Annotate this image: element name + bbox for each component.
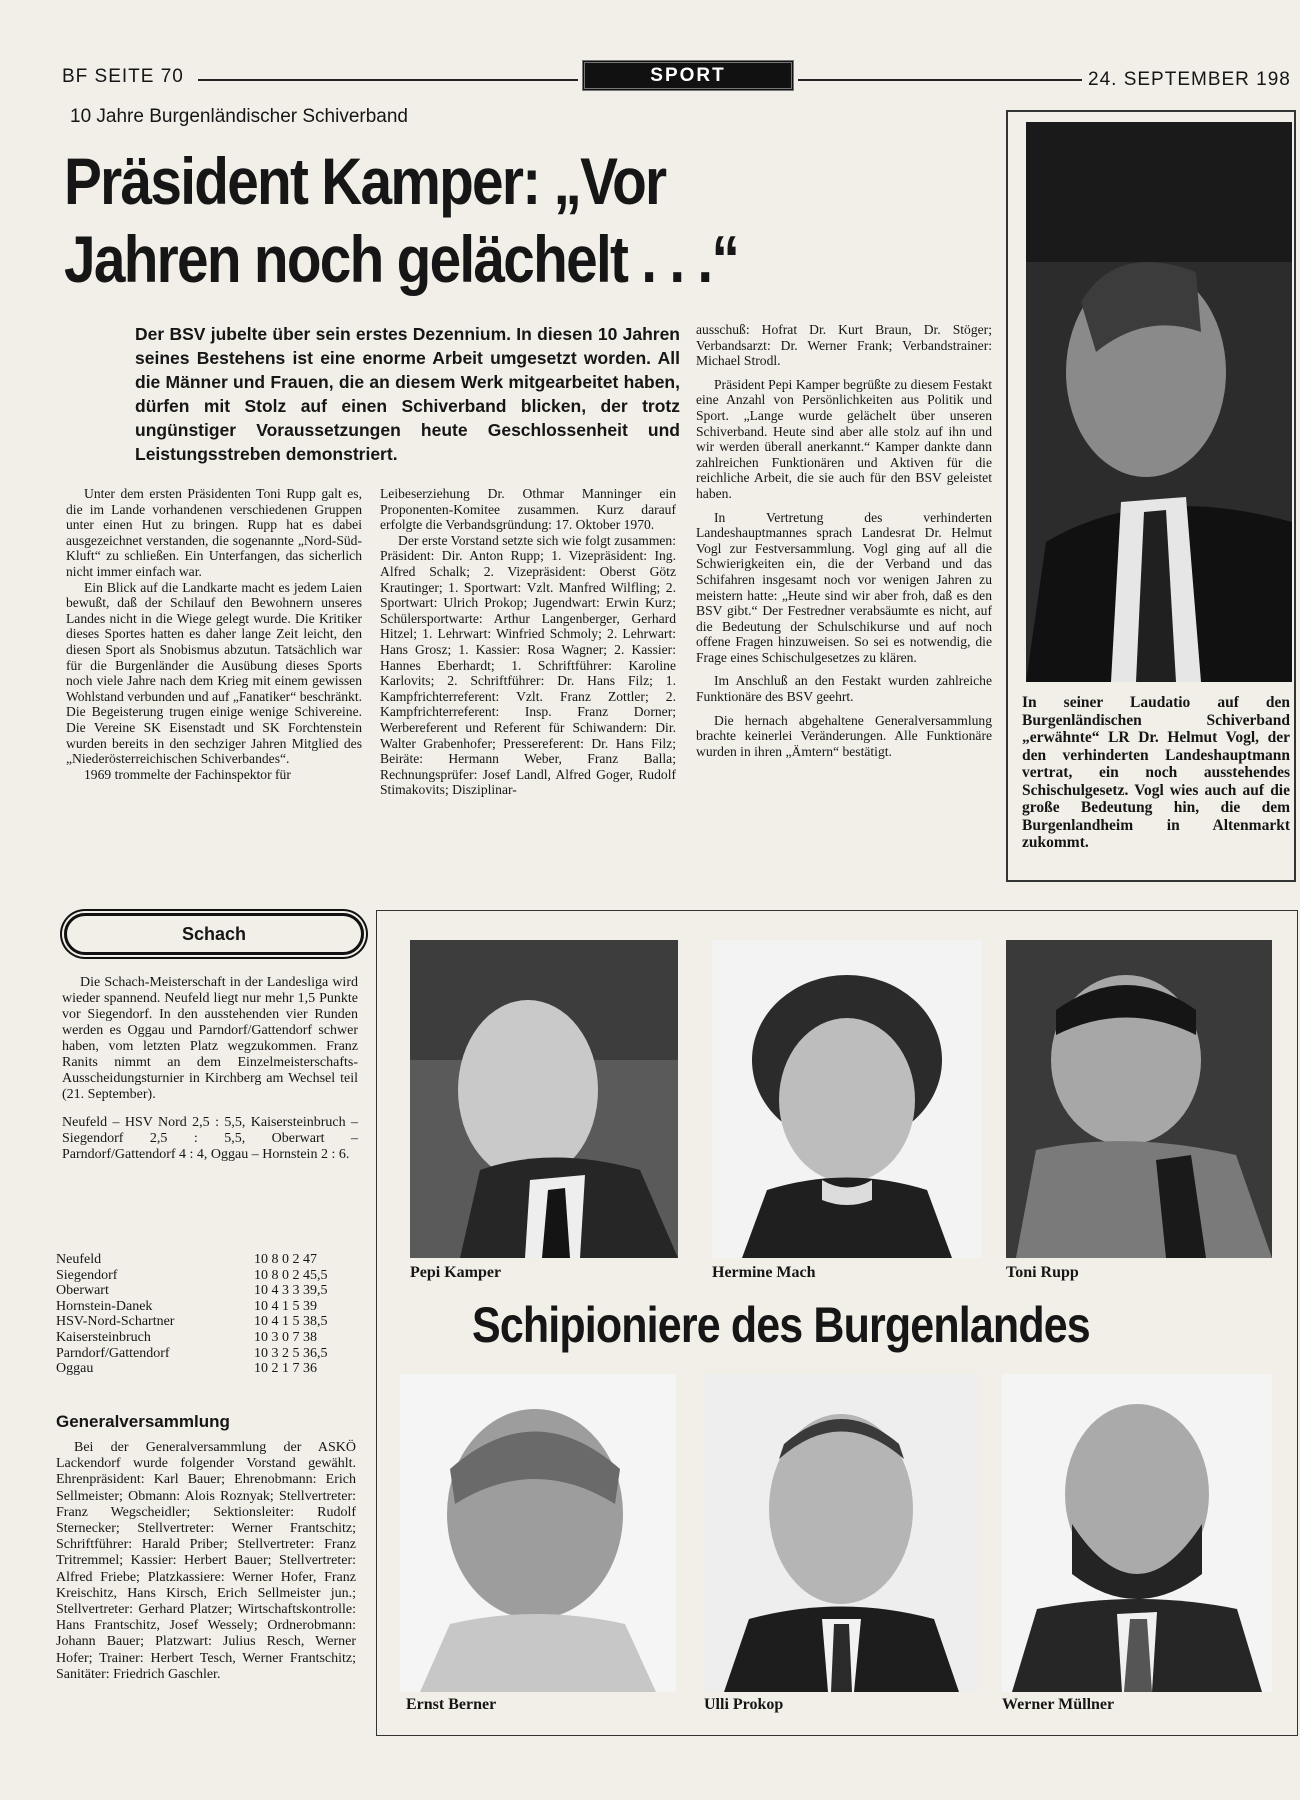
standings-row: [56, 1330, 366, 1346]
paragraph: 1969 trommelte der Fachinspektor für: [84, 766, 291, 782]
standings-stats: 10 4 1 5 39: [254, 1298, 317, 1314]
article-column-1: [66, 486, 362, 782]
article-column-2: [380, 486, 676, 798]
paragraph: Leibeserziehung Dr. Othmar Manninger ein Proponenten-Komitee zusammen. Kurz darauf erfolgte die Verbandsgründung: 17. Oktober 1970.: [380, 486, 676, 533]
standings-row: [56, 1299, 366, 1315]
paragraph: Die hernach abgehaltene Generalversammlung brachte keinerlei Veränderungen. Alle Funktionäre wurden in ihren „Ämtern“ bestätigt.: [696, 712, 992, 759]
paragraph: Der erste Vorstand setzte sich wie folgt zusammen: Präsident: Dir. Anton Rupp; 1. Vizepräsident: Ing. Alfred Schalk; 2. Vizepräsident: Oberst Götz Krautinger; 1. Sportwart: Vzlt. Manfred Wilfling; 2. Sportwart: Ulrich Prokop; Jugendwart: Erwin Kurz; Schülersportwarte: Arthur Langenberger, Gerhard Hitzel; 1. Lehrwart: Winfried Schmoly; 2. Lehrwart: Hans Grosz; 1. Kassier: Rosa Wagner; 2. Kassier: Hannes Eberhardt; 1. Schriftführer: Karoline Karlovits; 2. Schriftführer: Dr. Hans Filz; 1. Kampfrichterreferent: Vzlt. Franz Zottler; 2. Kampfrichterreferent: Insp. Franz Dorner; Werbereferent und Referent für Schiwandern: Dir. Walter Grabenhofer; Pressereferent: Dr. Hans Filz; Beiräte: Hermann Weber, Franz Balla; Rechnungsprüfer: Josef Landl, Alfred Goger, Rudolf Stimakovits; Disziplinar-: [380, 532, 676, 798]
portrait-ulli-prokop: [704, 1374, 978, 1692]
article-kicker: 10 Jahre Burgenländischer Schiverband: [70, 106, 408, 127]
generalversammlung-heading: Generalversammlung: [56, 1412, 230, 1431]
standings-stats: 10 3 0 7 38: [254, 1329, 317, 1345]
schach-body: [62, 975, 358, 1163]
schach-intro: Die Schach-Meisterschaft in der Landesliga wird wieder spannend. Neufeld liegt nur mehr 1,5 Punkte vor Siegendorf. In den ausstehenden vier Runden werden es Oggau und Parndorf/Gattendorf schwer haben, vom letzten Platz wegzukommen. Franz Ranits nimmt an dem Einzelmeisterschafts-Ausscheidungsturnier in Kirchberg am Wechsel teil (21. September).: [62, 975, 358, 1102]
portrait-toni-rupp: [1006, 940, 1272, 1258]
header-rule-left: [198, 79, 578, 81]
portrait-label: Toni Rupp: [1006, 1264, 1079, 1281]
paragraph: Im Anschluß an den Festakt wurden zahlreiche Funktionäre des BSV geehrt.: [696, 673, 992, 705]
generalversammlung-body: Bei der Generalversammlung der ASKÖ Lackendorf wurde folgender Vorstand gewählt. Ehrenpräsident: Karl Bauer; Ehrenobmann: Erich Sellmeister; Obmann: Alois Roznyak; Stellvertreter: Franz Wegscheidler; Sektionsleiter: Rudolf Sternecker; Stellvertreter: Werner Frantschitz; Schriftführer: Harald Priber; Stellvertreter: Franz Tritremmel; Kassier: Herbert Bauer; Stellvertreter: Alfred Friebe; Platzkassiere: Werner Hofer, Franz Kreischitz, Hans Kirsch, Erich Sellmeister jun.; Stellvertreter: Gerhard Platzer; Wirtschaftskontrolle: Hans Frantschitz, Josef Wessely; Ordnerobmann: Johann Bauer; Platzwart: Julius Resch, Werner Hofer; Trainer: Herbert Tesch, Werner Frantschitz; Sanitäter: Friedrich Gaschler.: [56, 1440, 356, 1682]
paragraph: Ein Blick auf die Landkarte macht es jedem Laien bewußt, daß der Schilauf den Bewohnern unseres Landes nicht in die Wiege gelegt wurde. Die Kritiker dieses Sportes hatten es daher lange Zeit leicht, den diesen Sport als Snobismus abzutun. Tatsächlich war für die Burgenländer die Ausübung dieses Sports noch viele Jahre nach dem Krieg mit einem gewissen Wohlstand verbunden und auf „Fanatiker“ beschränkt. Die Begeisterung trugen einige wenige Schivereine. Die Vereine SK Eisenstadt und SK Forchtenstein wurden bereits in den sechziger Jahren Mitglied des „Niederösterreichischen Schiverbandes“.: [66, 579, 362, 767]
standings-row: [56, 1314, 366, 1330]
portrait-label: Ulli Prokop: [704, 1696, 784, 1713]
vogl-photo: [1026, 122, 1292, 682]
portrait-hermine-mach: [712, 940, 982, 1258]
paragraph: Unter dem ersten Präsidenten Toni Rupp galt es, die im Lande vorhandenen verschiedenen Gruppen unter einen Hut zu bringen. Rupp hat es dabei ausgezeichnet verstanden, die sogenannte „Nord-Süd-Kluft“ zu schließen. Ein Unterfangen, das sicherlich nicht immer einfach war.: [66, 486, 362, 579]
portrait-ernst-berner: [400, 1374, 676, 1692]
headline-line-1: Präsident Kamper: „Vor: [64, 144, 666, 218]
standings-team: Oberwart: [56, 1283, 109, 1299]
standings-team: HSV-Nord-Schartner: [56, 1314, 175, 1330]
standings-stats: 10 2 1 7 36: [254, 1361, 317, 1377]
headline-line-2: Jahren noch gelächelt . . .“: [64, 222, 739, 296]
standings-stats: 10 4 3 3 39,5: [254, 1283, 328, 1299]
schach-heading: Schach: [64, 913, 364, 955]
article-column-3: [696, 322, 992, 767]
standings-row: [56, 1346, 366, 1362]
portrait-pepi-kamper: [410, 940, 678, 1258]
schach-results: Neufeld – HSV Nord 2,5 : 5,5, Kaisersteinbruch – Siegendorf 2,5 : 5,5, Oberwart – Parndorf/Gattendorf 4 : 4, Oggau – Hornstein 2 : 6.: [62, 1115, 358, 1162]
article-lead: Der BSV jubelte über sein erstes Dezennium. In diesen 10 Jahren seines Bestehens ist eine enorme Arbeit umgesetzt worden. All die Männer und Frauen, die an diesem Werk mitgearbeitet haben, dürfen mit Stolz auf einen Schiverband blicken, der trotz ungünstiger Voraussetzungen heute Geschlossenheit und Leistungsstreben demonstriert.: [135, 324, 680, 464]
issue-date: 24. SEPTEMBER 198: [1088, 69, 1291, 90]
vogl-photo-caption: In seiner Laudatio auf den Burgenländischen Schiverband „erwähnte“ LR Dr. Helmut Vogl, der den verhinderten Landeshauptmann vertrat, ein noch ausstehendes Schischulgesetz. Vogl wies auch auf die große Bedeutung hin, die dem Burgenlandheim in Altenmarkt zukommt.: [1022, 694, 1290, 851]
standings-row: [56, 1283, 366, 1299]
portrait-label: Pepi Kamper: [410, 1264, 502, 1281]
standings-row: [56, 1252, 366, 1268]
standings-stats: 10 4 1 5 38,5: [254, 1314, 328, 1330]
page-number: BF SEITE 70: [62, 66, 184, 87]
standings-stats: 10 8 0 2 47: [254, 1252, 317, 1267]
portrait-label: Ernst Berner: [406, 1696, 497, 1713]
standings-team: Oggau: [56, 1361, 94, 1377]
gallery-title: Schipioniere des Burgenlandes: [472, 1297, 1090, 1353]
schach-standings: [56, 1252, 366, 1377]
section-badge: SPORT: [582, 60, 794, 91]
header-rule-right: [798, 79, 1082, 81]
article-headline: [64, 142, 752, 298]
portrait-werner-muellner: [1002, 1374, 1272, 1692]
standings-team: Parndorf/Gattendorf: [56, 1345, 170, 1361]
standings-team: Kaisersteinbruch: [56, 1329, 151, 1345]
standings-stats: 10 8 0 2 45,5: [254, 1267, 328, 1283]
standings-team: Hornstein-Danek: [56, 1298, 153, 1314]
standings-team: Neufeld: [56, 1252, 102, 1267]
standings-row: [56, 1268, 366, 1284]
paragraph: In Vertretung des verhinderten Landeshauptmannes sprach Landesrat Dr. Helmut Vogl zur Festversammlung. Vogl ging auf all die Schwierigkeiten ein, die der Verband und das Schifahren insgesamt noch vor wenigen Jahren zu meistern hatte: „Heute sind wir aber froh, daß es den BSV gibt.“ Der Festredner verabsäumte es nicht, auf die Bedeutung der Schulschikurse und auf noch offene Fragen hinzuweisen. So sei es notwendig, die Frage eines Schischulgesetzes zu klären.: [696, 509, 992, 665]
portrait-label: Werner Müllner: [1002, 1696, 1115, 1713]
paragraph: ausschuß: Hofrat Dr. Kurt Braun, Dr. Stöger; Verbandsarzt: Dr. Werner Frank; Verbandstrainer: Michael Strodl.: [696, 322, 992, 369]
standings-row: [56, 1361, 366, 1377]
standings-team: Siegendorf: [56, 1267, 118, 1283]
portrait-label: Hermine Mach: [712, 1264, 816, 1281]
standings-stats: 10 3 2 5 36,5: [254, 1345, 328, 1361]
paragraph: Präsident Pepi Kamper begrüßte zu diesem Festakt eine Anzahl von Persönlichkeiten aus Politik und Sport. „Lange wurde gelächelt über unseren Schiverband. Heute sind aber alle stolz auf ihn und wir werden überall anerkannt.“ Kamper dankte dann zahlreichen Funktionären und Aktiven für die reichliche Arbeit, die sie auch für den BSV geleistet haben.: [696, 376, 992, 501]
